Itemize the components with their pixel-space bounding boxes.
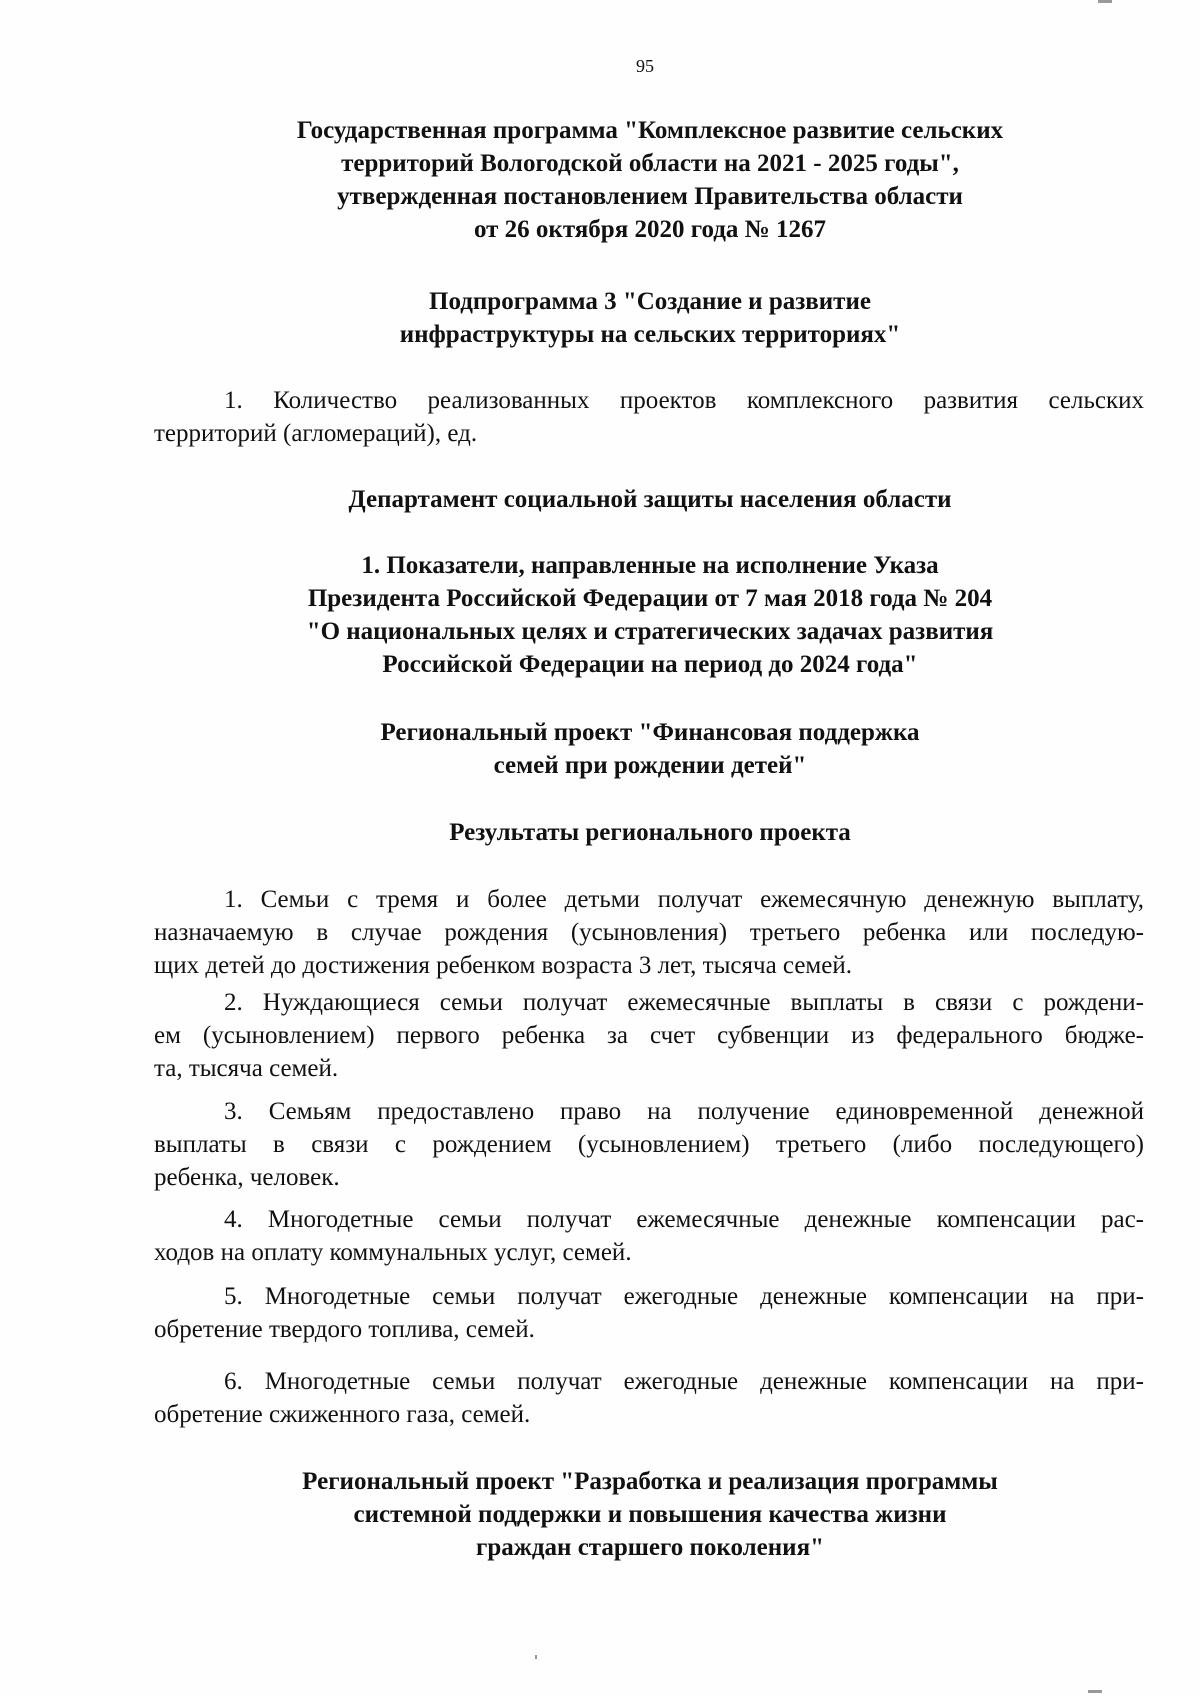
result-item-3 bbox=[154, 1095, 1144, 1194]
paragraph-line: та, тысяча семей. bbox=[154, 1055, 339, 1082]
program-title-line: утвержденная постановлением Правительства области bbox=[337, 183, 963, 210]
paragraph-line: назначаемую в случае рождения (усыновления) третьего ребенка или последую- bbox=[154, 919, 1144, 946]
results-title bbox=[0, 816, 1200, 849]
department-title-line: Департамент социальной защиты населения области bbox=[348, 486, 952, 513]
paragraph-line: выплаты в связи с рождением (усыновлением) третьего (либо последующего) bbox=[154, 1131, 1144, 1158]
scan-speck bbox=[535, 1655, 537, 1659]
paragraph-line: щих детей до достижения ребенком возраста 3 лет, тысяча семей. bbox=[154, 952, 852, 979]
project2-title-line: граждан старшего поколения" bbox=[476, 1534, 824, 1561]
subprogram-item bbox=[154, 384, 1144, 450]
result-item-1 bbox=[154, 883, 1144, 982]
project1-title bbox=[0, 716, 1200, 782]
subprogram-title-line: Подпрограмма 3 "Создание и развитие bbox=[429, 288, 871, 315]
result-item-4 bbox=[154, 1203, 1144, 1269]
paragraph-line: 1. Количество реализованных проектов комплексного развития сельских bbox=[224, 387, 1144, 414]
project2-title-line: Региональный проект "Разработка и реализация программы bbox=[302, 1468, 998, 1495]
program-title bbox=[0, 114, 1200, 246]
results-title-line: Результаты регионального проекта bbox=[449, 819, 851, 846]
paragraph-line: 2. Нуждающиеся семьи получат ежемесячные выплаты в связи с рождени- bbox=[224, 989, 1144, 1016]
department-title bbox=[0, 483, 1200, 516]
paragraph-line: ем (усыновлением) первого ребенка за счет субвенции из федерального бюдже- bbox=[154, 1022, 1144, 1049]
paragraph-line: 4. Многодетные семьи получат ежемесячные денежные компенсации рас- bbox=[224, 1206, 1144, 1233]
project2-title-line: системной поддержки и повышения качества жизни bbox=[353, 1501, 947, 1528]
result-item-2 bbox=[154, 986, 1144, 1085]
result-item-6 bbox=[154, 1365, 1144, 1431]
program-title-line: Государственная программа "Комплексное развитие сельских bbox=[296, 117, 1004, 144]
scan-speck bbox=[1098, 0, 1112, 3]
paragraph-line: 3. Семьям предоставлено право на получение единовременной денежной bbox=[224, 1098, 1144, 1125]
paragraph-line: обретение сжиженного газа, семей. bbox=[154, 1401, 531, 1428]
project2-title bbox=[0, 1465, 1200, 1564]
paragraph-line: 5. Многодетные семьи получат ежегодные денежные компенсации на при- bbox=[224, 1283, 1144, 1310]
indicators-title-line: Президента Российской Федерации от 7 мая 2018 года № 204 bbox=[307, 585, 993, 612]
result-item-5 bbox=[154, 1280, 1144, 1346]
paragraph-line: территорий (агломераций), ед. bbox=[154, 420, 478, 447]
project1-title-line: Региональный проект "Финансовая поддержка bbox=[380, 719, 920, 746]
indicators-title-line: "О национальных целях и стратегических задачах развития bbox=[306, 618, 994, 645]
indicators-title bbox=[0, 549, 1200, 681]
indicators-title-line: 1. Показатели, направленные на исполнение Указа bbox=[361, 552, 939, 579]
paragraph-line: 1. Семьи с тремя и более детьми получат ежемесячную денежную выплату, bbox=[224, 886, 1144, 913]
paragraph-line: 6. Многодетные семьи получат ежегодные денежные компенсации на при- bbox=[224, 1368, 1144, 1395]
paragraph-line: ребенка, человек. bbox=[154, 1164, 340, 1191]
indicators-title-line: Российской Федерации на период до 2024 года" bbox=[382, 651, 918, 678]
subprogram-title bbox=[0, 285, 1200, 351]
program-title-line: территорий Вологодской области на 2021 - 2025 годы", bbox=[341, 150, 959, 177]
page-number: 95 bbox=[636, 56, 654, 76]
scan-speck bbox=[1088, 1690, 1102, 1693]
paragraph-line: обретение твердого топлива, семей. bbox=[154, 1316, 535, 1343]
paragraph-line: ходов на оплату коммунальных услуг, семей. bbox=[154, 1239, 632, 1266]
program-title-line: от 26 октября 2020 года № 1267 bbox=[473, 216, 827, 243]
subprogram-title-line: инфраструктуры на сельских территориях" bbox=[399, 321, 901, 348]
project1-title-line: семей при рождении детей" bbox=[493, 752, 807, 779]
